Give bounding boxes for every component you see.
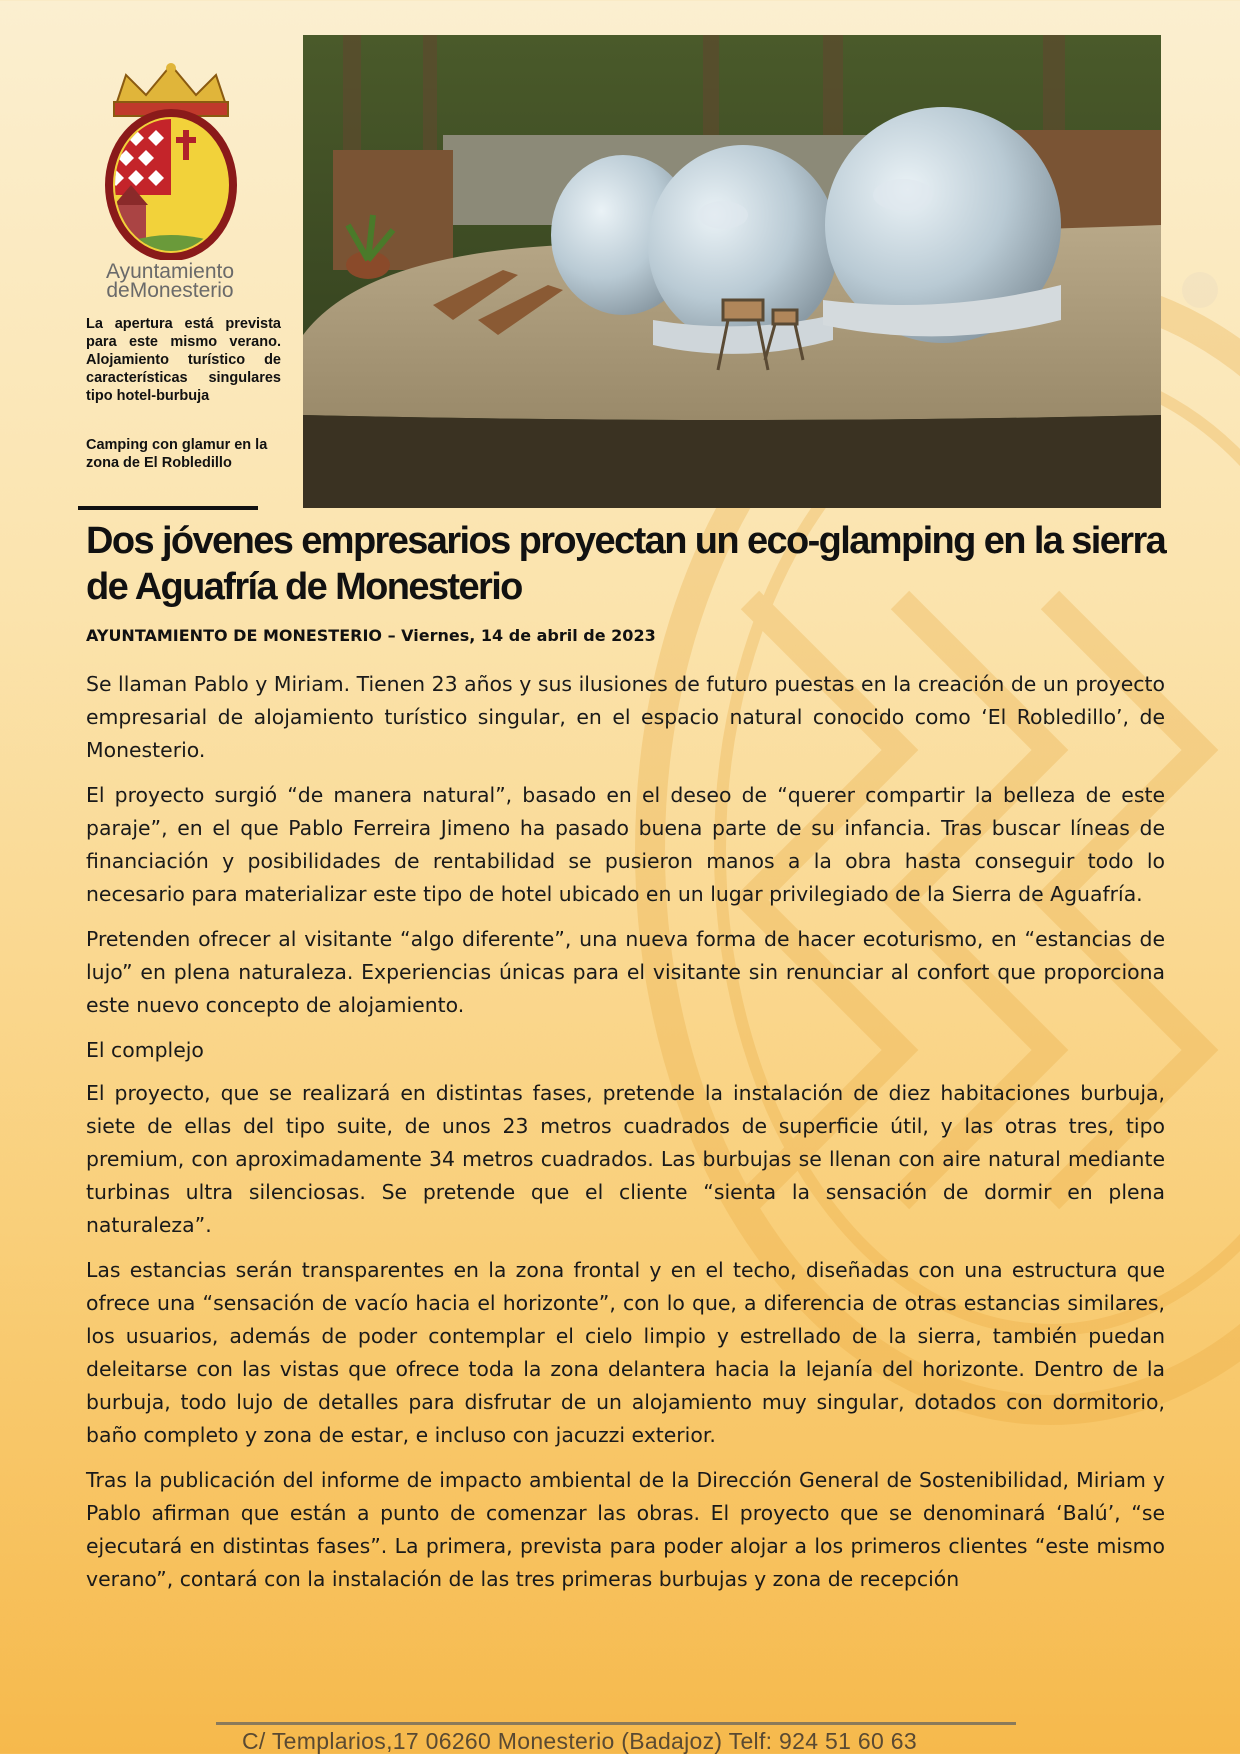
- article-subheading: El complejo: [86, 1038, 204, 1062]
- crown-icon: [114, 63, 228, 116]
- article-paragraph: Las estancias serán transparentes en la zona frontal y en el techo, diseñadas con una estructura que ofrece una “sensación de vacío hacia el horizonte”, con lo que, a diferencia de otras estancias similares, los usuarios, además de poder contemplar el cielo limpio y estrellado de la sierra, también puedan deleitarse con las vistas que ofrece toda la zona delantera hacia la lejanía del horizonte. Dentro de la burbuja, todo lujo de detalles para disfrutar de un alojamiento muy singular, dotados con dormitorio, baño completo y zona de estar, e incluso con jacuzzi exterior.: [86, 1258, 1165, 1447]
- glamping-bubbles-photo: [303, 35, 1161, 508]
- article-paragraph: Se llaman Pablo y Miriam. Tienen 23 años y sus ilusiones de futuro puestas en la creación de un proyecto empresarial de alojamiento turístico singular, en el espacio natural conocido como ‘El Robledillo’, de Monesterio.: [86, 672, 1165, 762]
- article-paragraph: El proyecto surgió “de manera natural”, basado en el deseo de “querer compartir la belleza de este paraje”, en el que Pablo Ferreira Jimeno ha pasado buena parte de su infancia. Tras buscar líneas de financiación y posibilidades de rentabilidad se pusieron manos a la obra hasta conseguir todo lo necesario para materializar este tipo de hotel ubicado en un lugar privilegiado de la Sierra de Aguafría.: [86, 783, 1165, 906]
- logo-wordmark: [80, 262, 260, 300]
- side-note-kicker: Camping con glamur en la zona de El Robledillo: [86, 437, 268, 471]
- article-paragraph: El proyecto, que se realizará en distintas fases, pretende la instalación de diez habitaciones burbuja, siete de ellas del tipo suite, de unos 23 metros cuadrados de superficie útil, y las otras tres, tipo premium, con aproximadamente 34 metros cuadrados. Las burbujas se llenan con aire natural mediante turbinas ultra silenciosas. Se pretende que el cliente “sienta la sensación de dormir en plena naturaleza”.: [86, 1081, 1165, 1237]
- article-headline: Dos jóvenes empresarios proyectan un eco-glamping en la sierra de Aguafría de Monesterio: [86, 520, 1166, 608]
- article-byline: AYUNTAMIENTO DE MONESTERIO – Viernes, 14 de abril de 2023: [86, 626, 656, 645]
- side-note-summary: La apertura está prevista para este mismo verano. Alojamiento turístico de características singulares tipo hotel-burbuja: [86, 316, 281, 404]
- logo-line-1: Ayuntamiento: [105, 260, 235, 283]
- side-divider: [78, 506, 258, 510]
- article-body: [86, 668, 1165, 1608]
- article-paragraph: Pretenden ofrecer al visitante “algo diferente”, una nueva forma de hacer ecoturismo, en “estancias de lujo” en plena naturaleza. Experiencias únicas para el visitante sin renunciar al confort que proporciona este nuevo concepto de alojamiento.: [86, 927, 1165, 1017]
- article-paragraph: Tras la publicación del informe de impacto ambiental de la Dirección General de Sostenibilidad, Miriam y Pablo afirman que están a punto de comenzar las obras. El proyecto que se denominará ‘Balú’, “se ejecutará en distintas fases”. La primera, prevista para poder alojar a los primeros clientes “este mismo verano”, contará con la instalación de las tres primeras burbujas y zona de recepción: [86, 1468, 1165, 1591]
- footer-address: C/ Templarios,17 06260 Monesterio (Badajoz) Telf: 924 51 60 63: [242, 1728, 917, 1754]
- logo-line-2: deMonesterio: [106, 279, 234, 302]
- footer-divider: [216, 1722, 1016, 1725]
